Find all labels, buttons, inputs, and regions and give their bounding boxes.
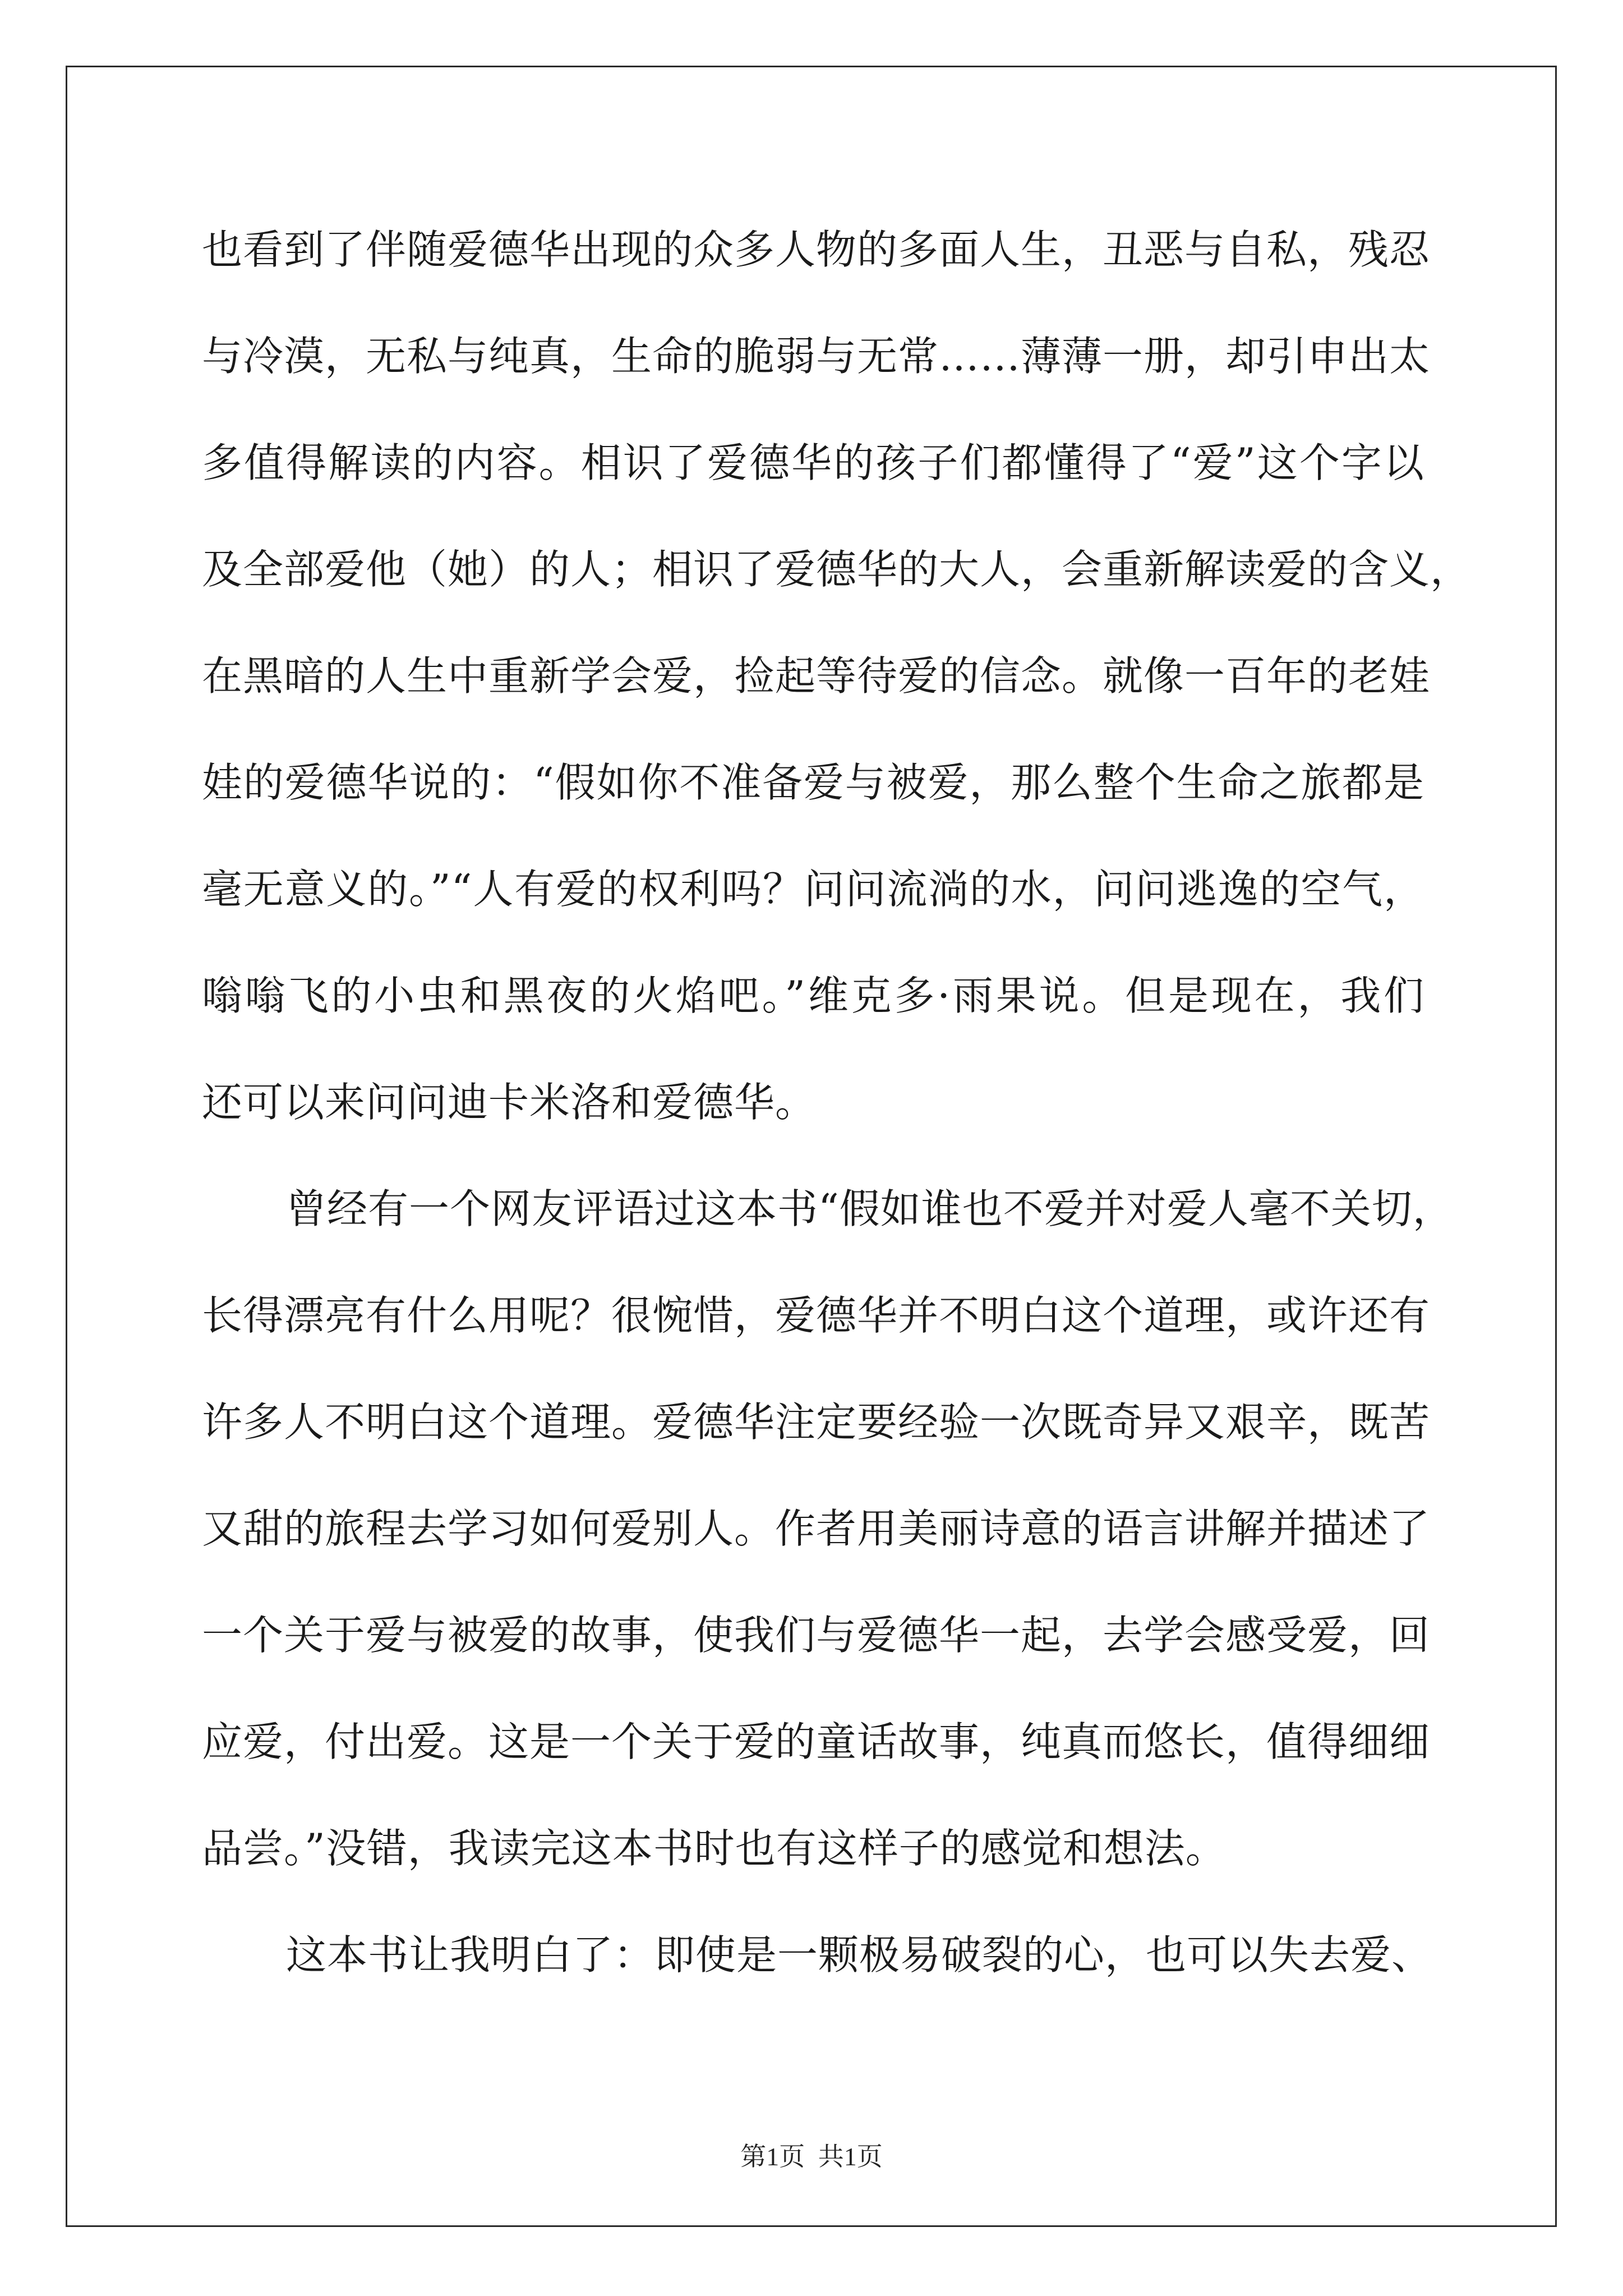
text-line: 许多人不明白这个道理。爱德华注定要经验一次既奇异又艰辛，既苦 bbox=[202, 1398, 1431, 1446]
text-line: 及全部爱他（她）的人；相识了爱德华的大人，会重新解读爱的含义， bbox=[202, 546, 1472, 593]
text-line: 娃的爱德华说的：“假如你不准备爱与被爱，那么整个生命之旅都是 bbox=[202, 759, 1424, 806]
text-line: 与冷漠，无私与纯真，生命的脆弱与无常……薄薄一册，却引申出太 bbox=[202, 333, 1431, 380]
text-line: 嗡嗡飞的小虫和黑夜的火焰吧。”维克多·雨果说。但是现在，我们 bbox=[202, 972, 1424, 1019]
text-line: 又甜的旅程去学习如何爱别人。作者用美丽诗意的语言讲解并描述了 bbox=[202, 1505, 1431, 1552]
document-body bbox=[202, 213, 1472, 2025]
text-line: 还可以来问问迪卡米洛和爱德华。 bbox=[202, 1079, 817, 1126]
text-line: 这本书让我明白了：即使是一颗极易破裂的心，也可以失去爱、 bbox=[286, 1931, 1433, 1978]
page-footer bbox=[0, 2136, 1623, 2173]
text-line: 曾经有一个网友评语过这本书“假如谁也不爱并对爱人毫不关切， bbox=[286, 1185, 1454, 1232]
text-line: 应爱，付出爱。这是一个关于爱的童话故事，纯真而悠长，值得细细 bbox=[202, 1718, 1431, 1765]
text-line: 在黑暗的人生中重新学会爱，捡起等待爱的信念。就像一百年的老娃 bbox=[202, 652, 1431, 700]
text-line: 毫无意义的。”“人有爱的权利吗？问问流淌的水，问问逃逸的空气， bbox=[202, 866, 1424, 913]
total-pages: 共1页 bbox=[818, 2142, 883, 2171]
text-line: 一个关于爱与被爱的故事，使我们与爱德华一起，去学会感受爱，回 bbox=[202, 1612, 1431, 1659]
page-number: 第1页 bbox=[740, 2142, 805, 2171]
text-line: 也看到了伴随爱德华出现的众多人物的多面人生，丑恶与自私，残忍 bbox=[202, 226, 1431, 273]
text-line: 多值得解读的内容。相识了爱德华的孩子们都懂得了“爱”这个字以 bbox=[202, 439, 1424, 486]
text-line: 品尝。”没错，我读完这本书时也有这样子的感觉和想法。 bbox=[202, 1825, 1227, 1872]
text-line: 长得漂亮有什么用呢？很惋惜，爱德华并不明白这个道理，或许还有 bbox=[202, 1292, 1431, 1339]
